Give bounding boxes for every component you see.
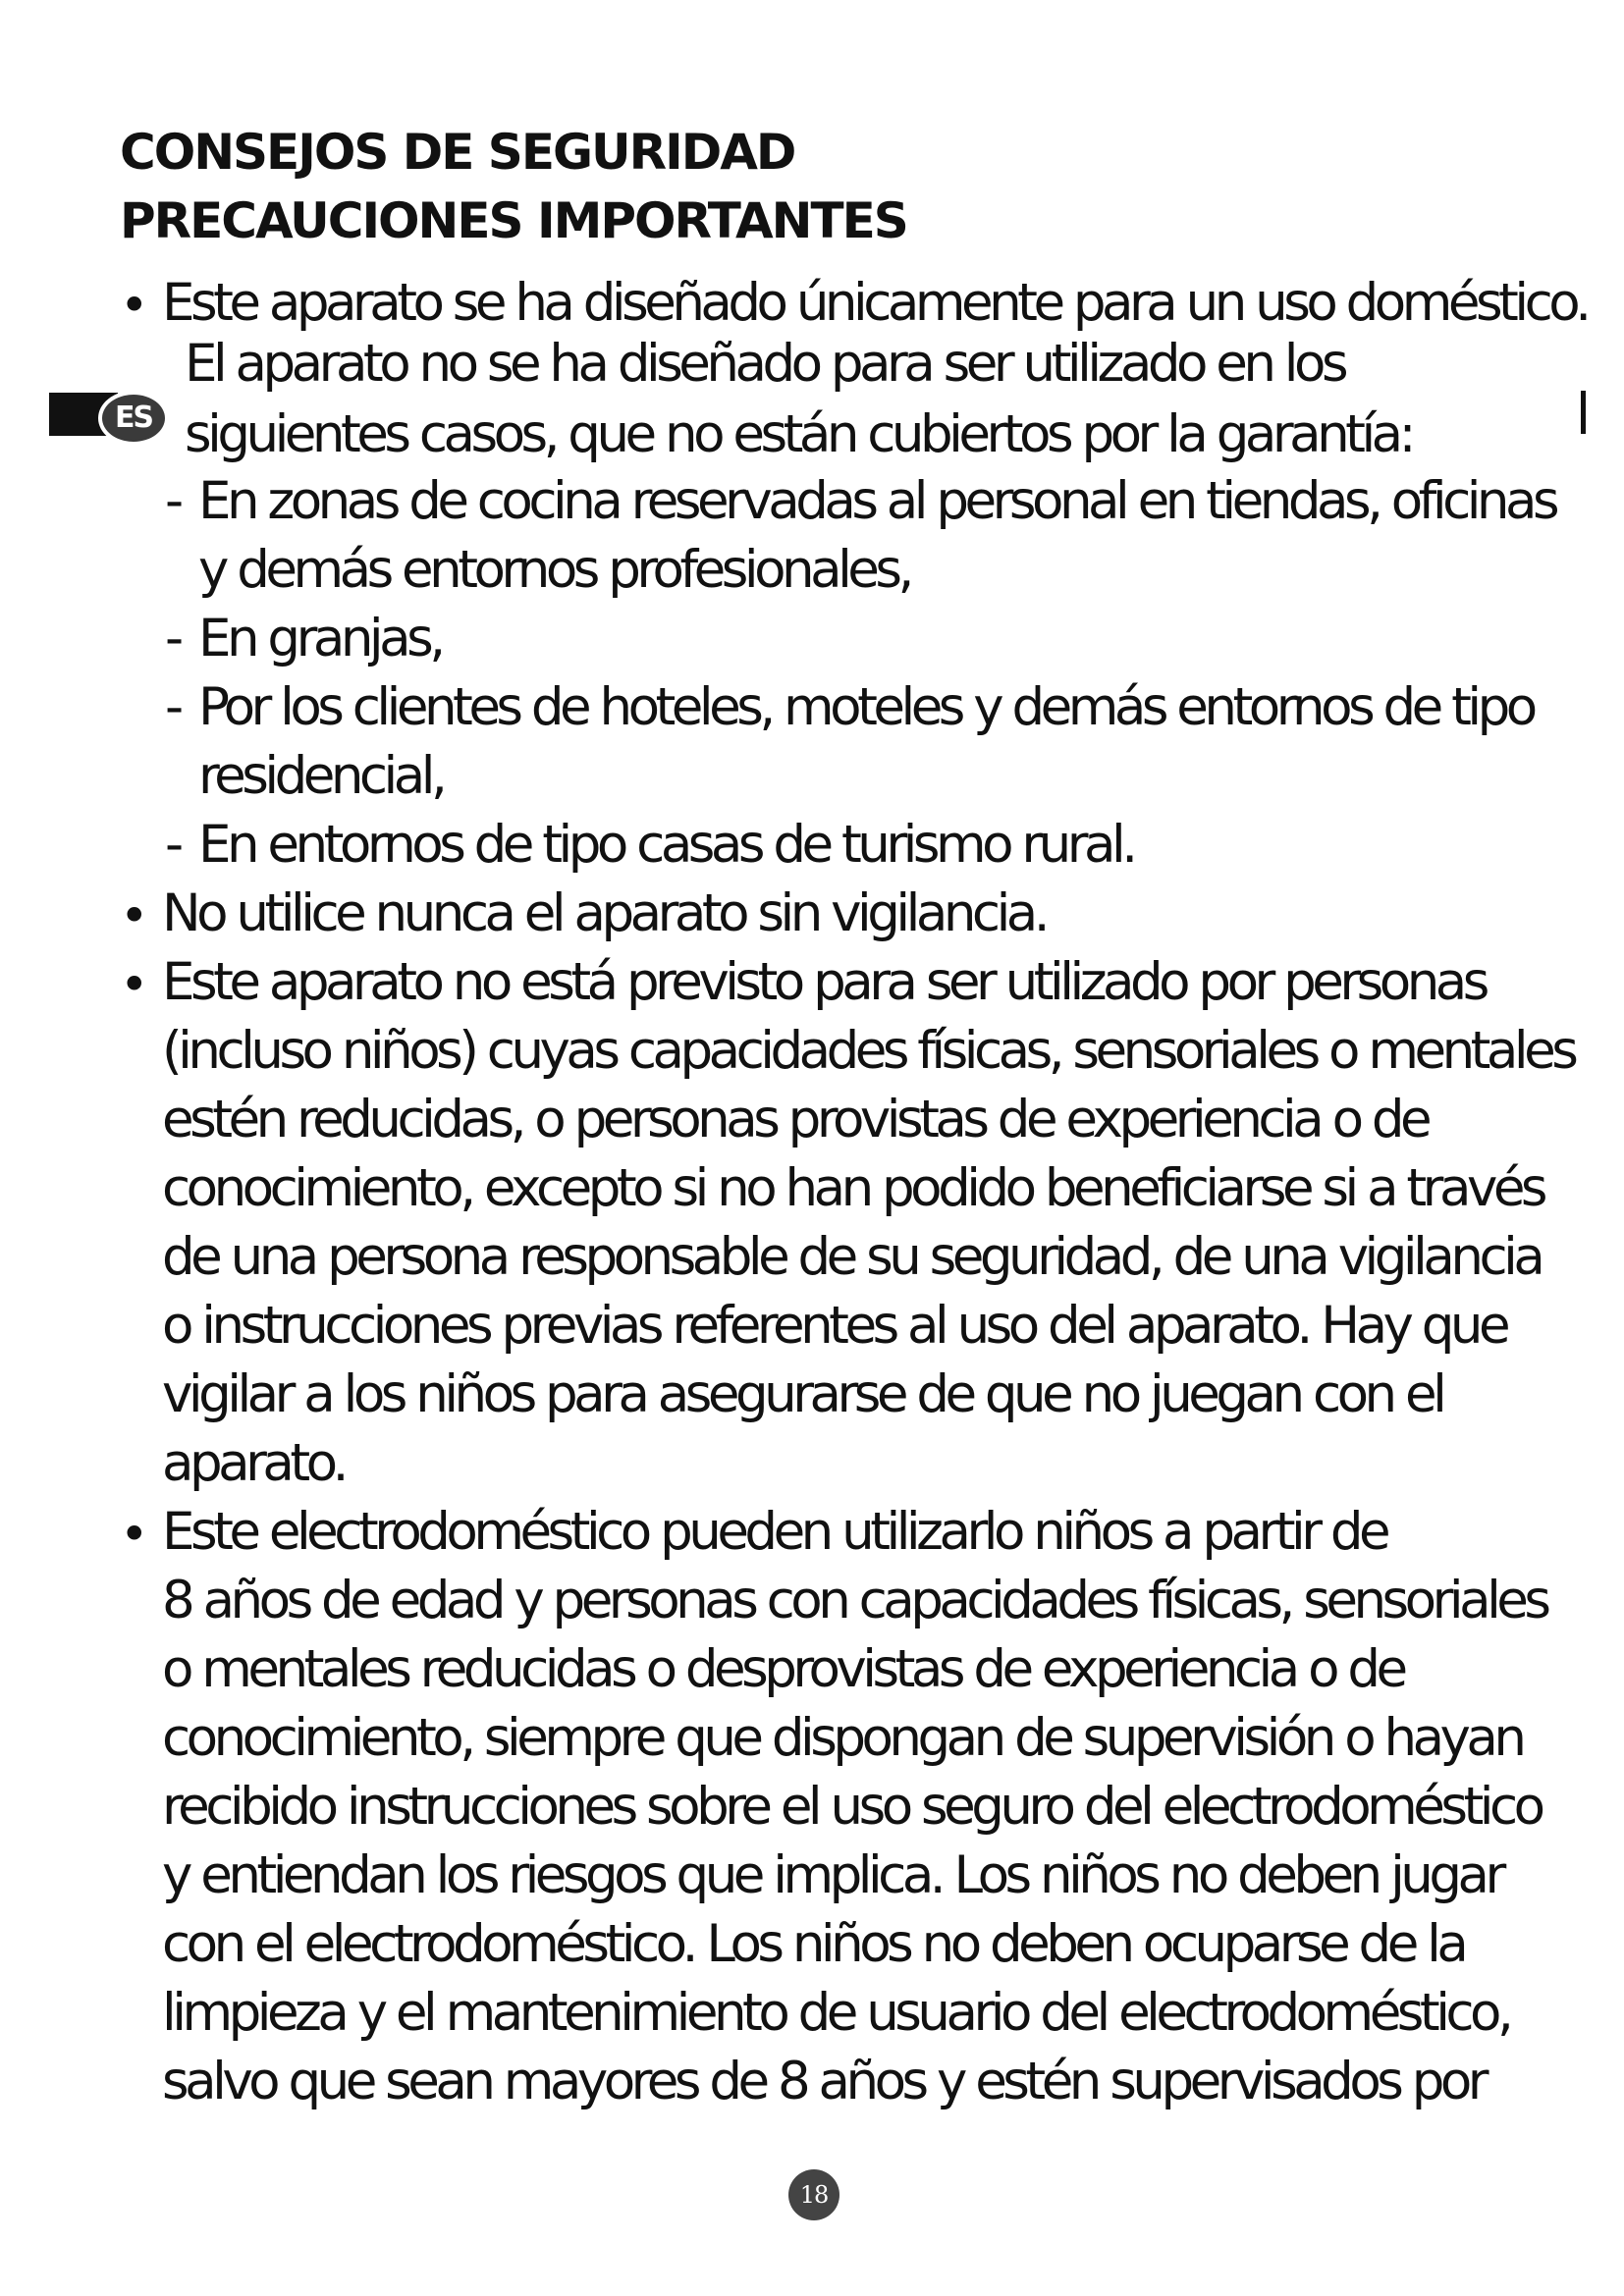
text-line: o instrucciones previas referentes al uso del aparato. Hay que <box>162 1296 1507 1356</box>
bullet-icon: • <box>120 956 149 1013</box>
text-line: El aparato no se ha diseñado para ser utilizado en los <box>185 334 1345 394</box>
text-line: vigilar a los niños para asegurarse de que no juegan con el <box>162 1364 1443 1424</box>
bullet-icon: • <box>120 277 149 334</box>
text-line: o mentales reducidas o desprovistas de experiencia o de <box>162 1639 1404 1699</box>
text-line: y entiendan los riesgos que implica. Los niños no deben jugar <box>162 1845 1502 1905</box>
text-line: (incluso niños) cuyas capacidades físicas, sensoriales o mentales <box>162 1021 1575 1081</box>
text-line: conocimiento, siempre que dispongan de supervisión o hayan <box>162 1708 1523 1768</box>
text-line: limpieza y el mantenimiento de usuario del electrodoméstico, <box>162 1983 1510 2043</box>
section-subtitle: PRECAUCIONES IMPORTANTES <box>120 192 907 249</box>
text-line: aparato. <box>162 1433 345 1493</box>
text-line: de una persona responsable de su seguridad, de una vigilancia <box>162 1227 1542 1287</box>
text-line: En granjas, <box>198 609 442 668</box>
margin-mark <box>1581 391 1586 434</box>
bullet-icon: • <box>120 1506 149 1563</box>
dash-marker: - <box>165 471 185 531</box>
dash-marker: - <box>165 815 185 875</box>
text-line: Este aparato se ha diseñado únicamente para un uso doméstico. <box>162 273 1588 333</box>
text-line: salvo que sean mayores de 8 años y estén supervisados por <box>162 2052 1486 2111</box>
text-line: En entornos de tipo casas de turismo rural. <box>198 815 1134 875</box>
text-line: 8 años de edad y personas con capacidades físicas, sensoriales <box>162 1571 1547 1630</box>
text-line: y demás entornos profesionales, <box>198 540 910 600</box>
text-line: residencial, <box>198 746 444 806</box>
bullet-icon: • <box>120 887 149 944</box>
dash-marker: - <box>165 609 185 668</box>
text-line: Este aparato no está previsto para ser utilizado por personas <box>162 952 1486 1012</box>
text-line: En zonas de cocina reservadas al personal en tiendas, oficinas <box>198 471 1556 531</box>
text-line: Por los clientes de hoteles, moteles y demás entornos de tipo <box>198 677 1534 737</box>
text-line: recibido instrucciones sobre el uso seguro del electrodoméstico <box>162 1777 1542 1837</box>
language-badge: ES <box>98 391 169 446</box>
text-line: siguientes casos, que no están cubiertos por la garantía: <box>185 404 1413 464</box>
text-line: Este electrodoméstico pueden utilizarlo niños a partir de <box>162 1502 1387 1562</box>
section-title: CONSEJOS DE SEGURIDAD <box>120 124 795 181</box>
page-number: 18 <box>788 2169 839 2220</box>
text-line: conocimiento, excepto si no han podido beneficiarse si a través <box>162 1158 1544 1218</box>
text-line: No utilice nunca el aparato sin vigilancia. <box>162 883 1047 943</box>
dash-marker: - <box>165 677 185 737</box>
text-line: con el electrodoméstico. Los niños no deben ocuparse de la <box>162 1914 1465 1974</box>
text-line: estén reducidas, o personas provistas de experiencia o de <box>162 1090 1429 1149</box>
